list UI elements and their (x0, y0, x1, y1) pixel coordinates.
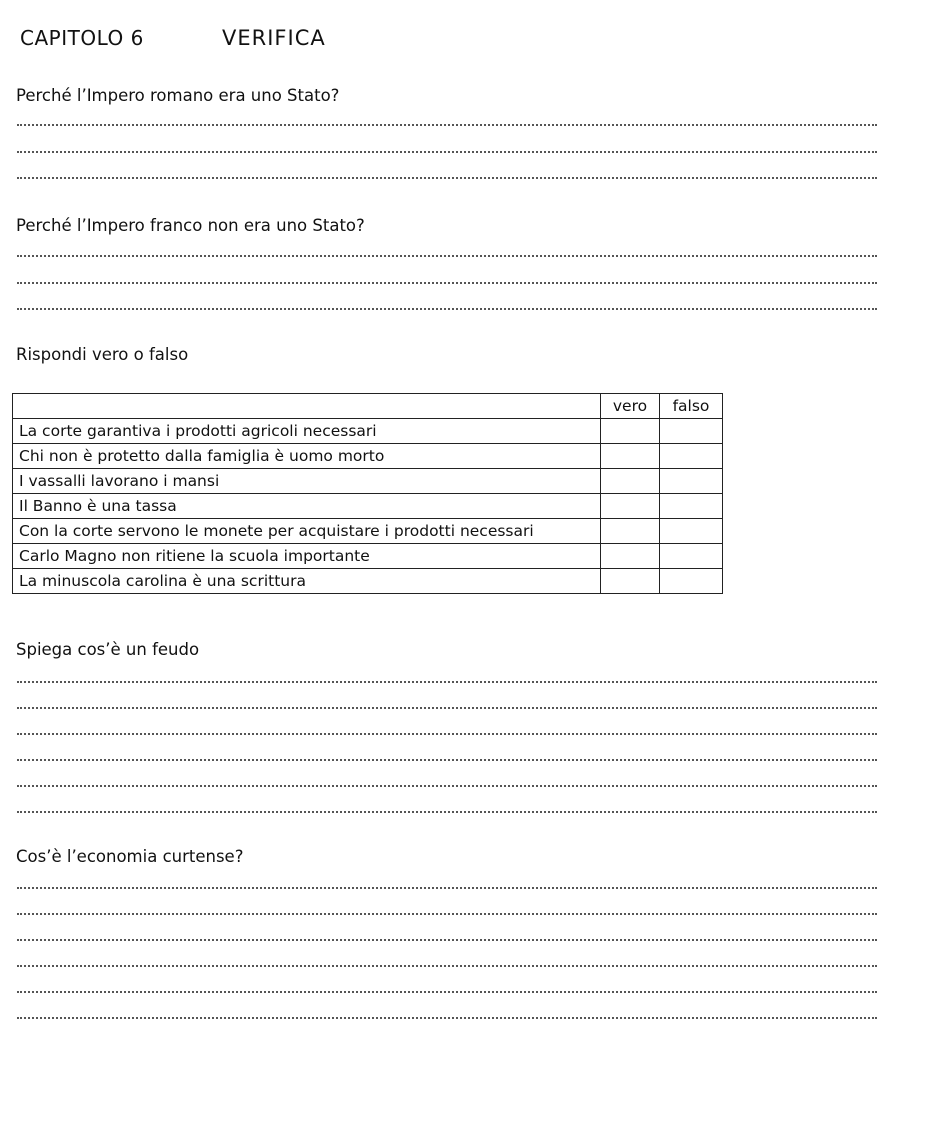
table-row (13, 444, 723, 469)
answer-line[interactable] (17, 785, 877, 787)
true-checkbox-cell[interactable] (601, 519, 660, 544)
page-title: VERIFICA (222, 26, 326, 50)
statement-cell: I vassalli lavorano i mansi (13, 469, 601, 494)
answer-line[interactable] (17, 991, 877, 993)
true-checkbox-cell[interactable] (601, 419, 660, 444)
question-5: Cos’è l’economia curtense? (16, 847, 244, 866)
answer-line[interactable] (17, 965, 877, 967)
table-row (13, 469, 723, 494)
question-2: Perché l’Impero franco non era uno Stato? (16, 216, 365, 235)
false-checkbox-cell[interactable] (660, 569, 723, 594)
false-checkbox-cell[interactable] (660, 544, 723, 569)
chapter-label: CAPITOLO 6 (20, 26, 144, 50)
false-checkbox-cell[interactable] (660, 519, 723, 544)
true-checkbox-cell[interactable] (601, 469, 660, 494)
table-row (13, 544, 723, 569)
answer-line[interactable] (17, 733, 877, 735)
answer-line[interactable] (17, 913, 877, 915)
answer-line[interactable] (17, 707, 877, 709)
true-false-table (12, 393, 723, 594)
answer-line[interactable] (17, 177, 877, 179)
false-checkbox-cell[interactable] (660, 444, 723, 469)
statement-cell: Carlo Magno non ritiene la scuola importante (13, 544, 601, 569)
false-checkbox-cell[interactable] (660, 469, 723, 494)
statement-cell: Chi non è protetto dalla famiglia è uomo morto (13, 444, 601, 469)
question-4: Spiega cos’è un feudo (16, 640, 200, 659)
table-row (13, 494, 723, 519)
false-checkbox-cell[interactable] (660, 419, 723, 444)
true-checkbox-cell[interactable] (601, 544, 660, 569)
answer-line[interactable] (17, 887, 877, 889)
column-header-false: falso (660, 394, 723, 419)
answer-line[interactable] (17, 811, 877, 813)
table-header-row (13, 394, 723, 419)
answer-line[interactable] (17, 151, 877, 153)
table-row (13, 519, 723, 544)
question-1: Perché l’Impero romano era uno Stato? (16, 86, 340, 105)
statement-cell: La minuscola carolina è una scrittura (13, 569, 601, 594)
false-checkbox-cell[interactable] (660, 494, 723, 519)
answer-line[interactable] (17, 255, 877, 257)
statement-cell: Il Banno è una tassa (13, 494, 601, 519)
answer-line[interactable] (17, 1017, 877, 1019)
answer-line[interactable] (17, 124, 877, 126)
answer-line[interactable] (17, 939, 877, 941)
statement-cell: La corte garantiva i prodotti agricoli necessari (13, 419, 601, 444)
question-3: Rispondi vero o falso (16, 345, 189, 364)
answer-line[interactable] (17, 308, 877, 310)
table-row (13, 419, 723, 444)
answer-line[interactable] (17, 681, 877, 683)
answer-line[interactable] (17, 282, 877, 284)
header-blank-cell (13, 394, 601, 419)
true-checkbox-cell[interactable] (601, 494, 660, 519)
true-checkbox-cell[interactable] (601, 569, 660, 594)
answer-line[interactable] (17, 759, 877, 761)
column-header-true: vero (601, 394, 660, 419)
statement-cell: Con la corte servono le monete per acquistare i prodotti necessari (13, 519, 601, 544)
table-row (13, 569, 723, 594)
true-checkbox-cell[interactable] (601, 444, 660, 469)
